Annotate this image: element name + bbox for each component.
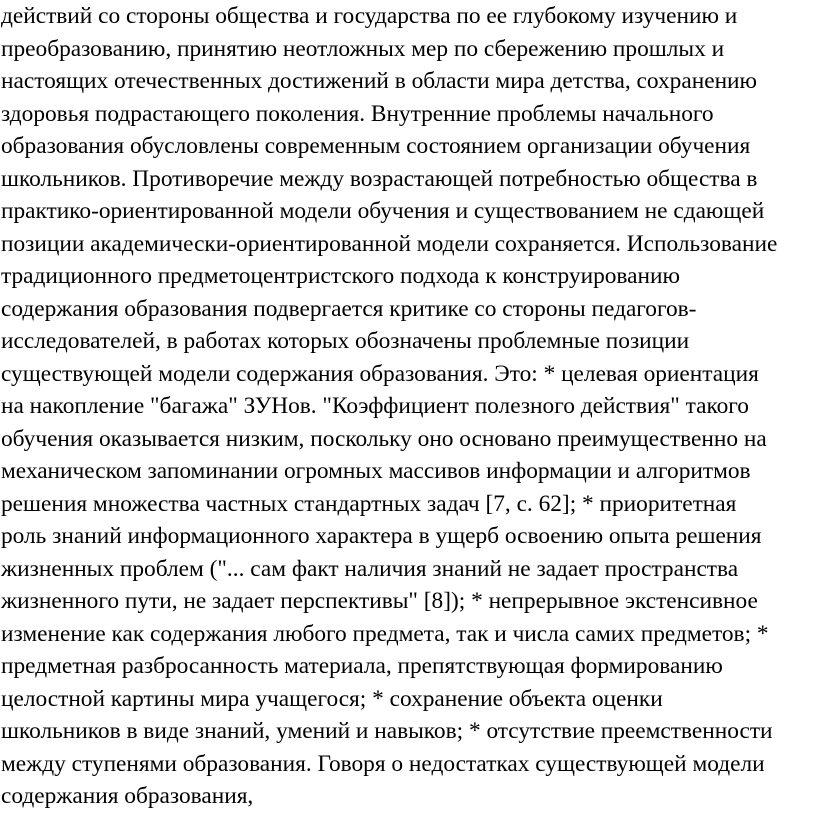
text-line: роль знаний информационного характера в ущерб освоению опыта решения [1,523,762,549]
text-line: настоящих отечественных достижений в области мира детства, сохранению [1,68,757,94]
text-line: образования обусловлены современным состоянием организации обучения [1,133,751,159]
text-line: обучения оказывается низким, поскольку оно основано преимущественно на [1,425,767,452]
text-line: действий со стороны общества и государства по ее глубокому изучению и [1,3,738,29]
text-line: традиционного предметоцентристского подхода к конструированию [1,263,680,289]
text-line: механическом запоминании огромных массивов информации и алгоритмов [1,458,751,484]
text-line: изменение как содержания любого предмета, так и числа самих предметов; * [1,620,769,647]
text-line: целостной картины мира учащегося; * сохранение объекта оценки [1,685,663,712]
text-line: содержания образования подвергается критике со стороны педагогов- [1,295,697,322]
body-text [1,0,816,813]
text-line: здоровья подрастающего поколения. Внутренние проблемы начального [1,100,714,127]
text-line: школьников в виде знаний, умений и навыков; * отсутствие преемственности [1,718,773,744]
text-line: позиции академически-ориентированной модели сохраняется. Использование [1,230,778,257]
text-line: решения множества частных стандартных задач [7, с. 62]; * приоритетная [1,490,737,517]
text-line: жизненных проблем ("... сам факт наличия знаний не задает пространства [1,555,739,582]
text-line: предметная разбросанность материала, препятствующая формированию [1,653,723,679]
text-line: школьников. Противоречие между возрастающей потребностью общества в [1,165,758,192]
text-line: практико-ориентированной модели обучения и существованием не сдающей [1,198,765,224]
text-line: преобразованию, принятию неотложных мер по сбережению прошлых и [1,35,725,62]
text-line: на накопление "багажа" ЗУНов. "Коэффициент полезного действия" такого [1,393,749,419]
text-line: исследователей, в работах которых обозначены проблемные позиции [1,328,690,354]
text-line: содержания образования, [1,783,254,809]
text-line: жизненного пути, не задает перспективы" [8]); * непрерывное экстенсивное [1,588,758,614]
text-line: существующей модели содержания образования. Это: * целевая ориентация [1,360,759,387]
text-line: между ступенями образования. Говоря о недостатках существующей модели [1,750,765,777]
